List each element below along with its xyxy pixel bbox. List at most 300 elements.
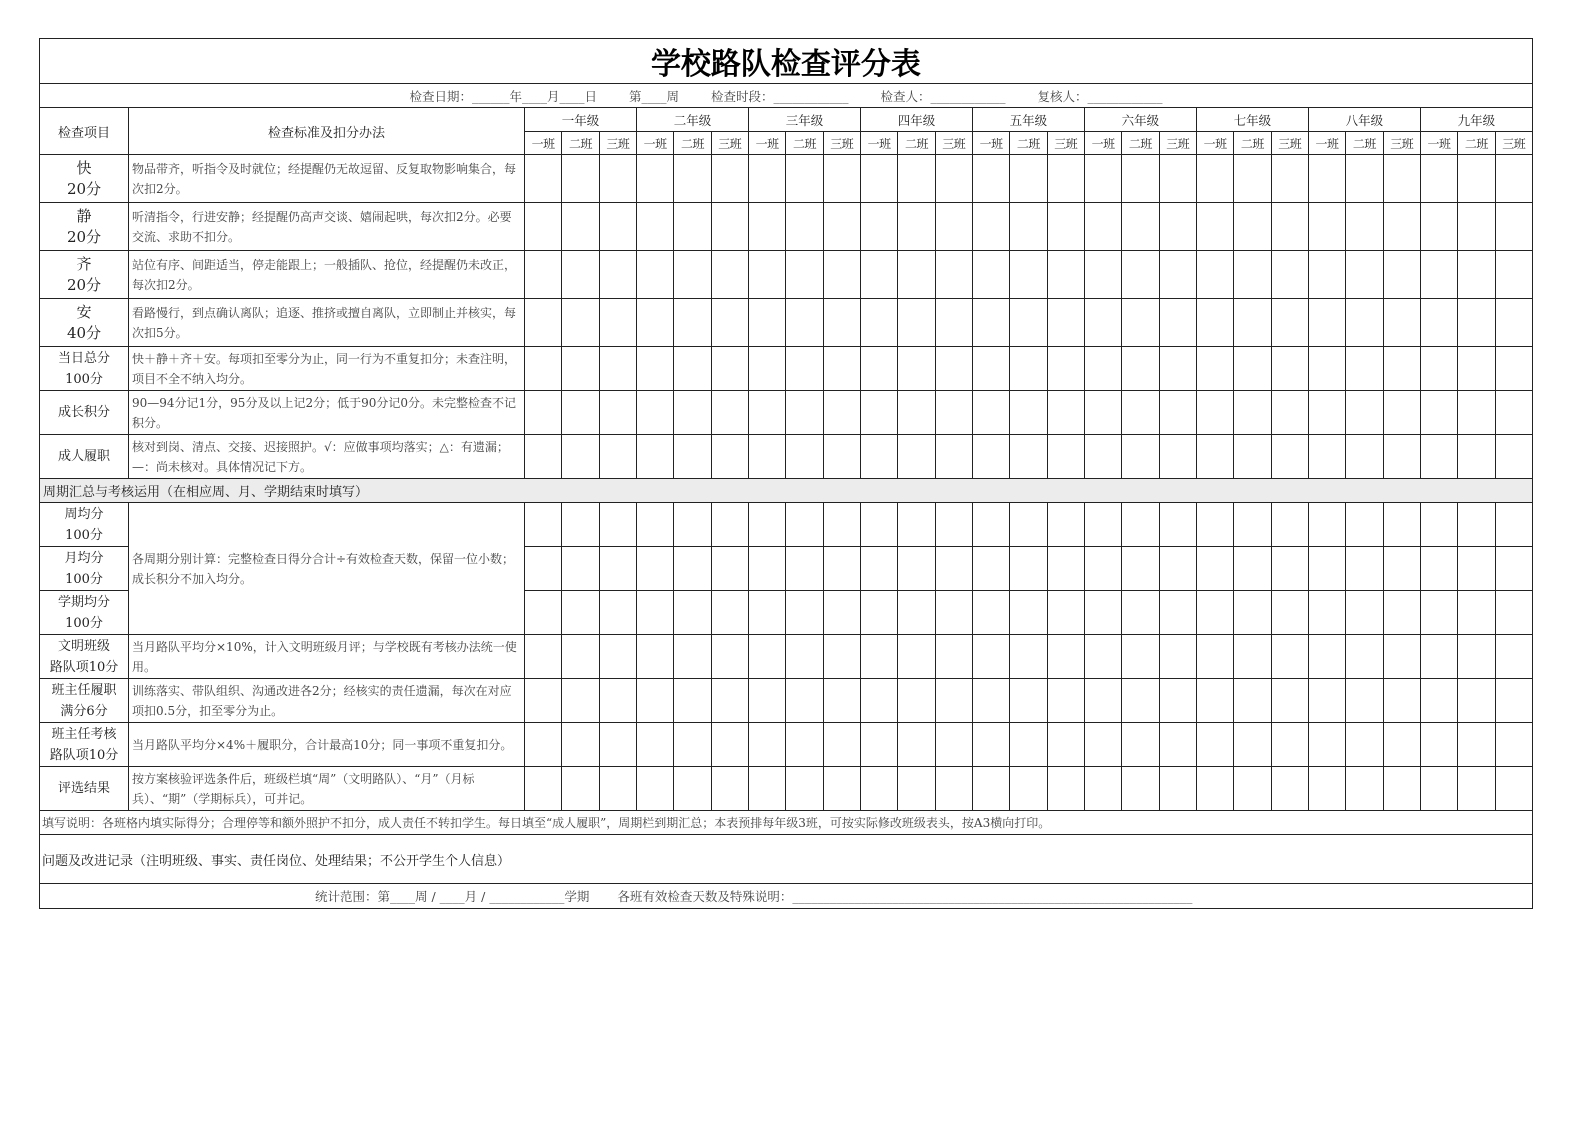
score-cell[interactable] xyxy=(1495,503,1532,547)
score-cell[interactable] xyxy=(1383,503,1420,547)
score-cell[interactable] xyxy=(711,635,748,679)
score-cell[interactable] xyxy=(786,679,823,723)
score-cell[interactable] xyxy=(599,503,636,547)
score-cell[interactable] xyxy=(525,203,562,251)
score-cell[interactable] xyxy=(935,679,972,723)
score-cell[interactable] xyxy=(1010,767,1047,811)
score-cell[interactable] xyxy=(525,767,562,811)
score-cell[interactable] xyxy=(860,299,897,347)
score-cell[interactable] xyxy=(636,767,673,811)
score-cell[interactable] xyxy=(935,251,972,299)
score-cell[interactable] xyxy=(1047,547,1084,591)
score-cell[interactable] xyxy=(599,299,636,347)
score-cell[interactable] xyxy=(823,635,860,679)
score-cell[interactable] xyxy=(1234,723,1271,767)
score-cell[interactable] xyxy=(972,723,1009,767)
score-cell[interactable] xyxy=(1458,679,1495,723)
score-cell[interactable] xyxy=(1047,203,1084,251)
score-cell[interactable] xyxy=(786,299,823,347)
score-cell[interactable] xyxy=(1308,155,1345,203)
score-cell[interactable] xyxy=(1458,547,1495,591)
score-cell[interactable] xyxy=(935,547,972,591)
score-cell[interactable] xyxy=(860,723,897,767)
score-cell[interactable] xyxy=(1308,251,1345,299)
score-cell[interactable] xyxy=(1346,503,1383,547)
score-cell[interactable] xyxy=(674,679,711,723)
score-cell[interactable] xyxy=(1346,391,1383,435)
score-cell[interactable] xyxy=(1159,723,1196,767)
score-cell[interactable] xyxy=(674,547,711,591)
score-cell[interactable] xyxy=(1271,155,1308,203)
score-cell[interactable] xyxy=(898,635,935,679)
score-cell[interactable] xyxy=(1458,347,1495,391)
score-cell[interactable] xyxy=(1420,679,1457,723)
score-cell[interactable] xyxy=(1420,299,1457,347)
score-cell[interactable] xyxy=(823,203,860,251)
score-cell[interactable] xyxy=(674,767,711,811)
score-cell[interactable] xyxy=(1196,503,1233,547)
effective-days-field[interactable]: 各班有效检查天数及特殊说明：________________________________________________________________ xyxy=(617,889,1193,904)
score-cell[interactable] xyxy=(1047,591,1084,635)
score-cell[interactable] xyxy=(1234,679,1271,723)
score-cell[interactable] xyxy=(860,547,897,591)
score-cell[interactable] xyxy=(1196,547,1233,591)
score-cell[interactable] xyxy=(972,503,1009,547)
score-cell[interactable] xyxy=(1122,679,1159,723)
score-cell[interactable] xyxy=(525,435,562,479)
score-cell[interactable] xyxy=(1346,635,1383,679)
score-cell[interactable] xyxy=(1495,723,1532,767)
score-cell[interactable] xyxy=(1346,547,1383,591)
score-cell[interactable] xyxy=(1159,435,1196,479)
score-cell[interactable] xyxy=(525,635,562,679)
score-cell[interactable] xyxy=(1047,767,1084,811)
score-cell[interactable] xyxy=(1084,547,1121,591)
score-cell[interactable] xyxy=(1495,203,1532,251)
score-cell[interactable] xyxy=(599,155,636,203)
score-cell[interactable] xyxy=(1122,503,1159,547)
score-cell[interactable] xyxy=(1159,299,1196,347)
score-cell[interactable] xyxy=(786,547,823,591)
score-cell[interactable] xyxy=(1420,155,1457,203)
score-cell[interactable] xyxy=(1084,767,1121,811)
score-cell[interactable] xyxy=(599,391,636,435)
score-cell[interactable] xyxy=(562,391,599,435)
score-cell[interactable] xyxy=(1010,251,1047,299)
score-cell[interactable] xyxy=(1346,203,1383,251)
score-cell[interactable] xyxy=(674,299,711,347)
score-cell[interactable] xyxy=(1159,591,1196,635)
score-cell[interactable] xyxy=(1271,299,1308,347)
score-cell[interactable] xyxy=(1122,547,1159,591)
score-cell[interactable] xyxy=(1234,203,1271,251)
score-cell[interactable] xyxy=(1383,203,1420,251)
score-cell[interactable] xyxy=(1495,767,1532,811)
score-cell[interactable] xyxy=(935,203,972,251)
score-cell[interactable] xyxy=(1159,391,1196,435)
score-cell[interactable] xyxy=(1159,679,1196,723)
score-cell[interactable] xyxy=(1234,503,1271,547)
score-cell[interactable] xyxy=(860,503,897,547)
score-cell[interactable] xyxy=(1196,299,1233,347)
score-cell[interactable] xyxy=(748,391,785,435)
score-cell[interactable] xyxy=(823,299,860,347)
score-cell[interactable] xyxy=(935,503,972,547)
score-cell[interactable] xyxy=(599,547,636,591)
score-cell[interactable] xyxy=(599,347,636,391)
score-cell[interactable] xyxy=(1383,155,1420,203)
score-cell[interactable] xyxy=(1234,635,1271,679)
score-cell[interactable] xyxy=(1010,635,1047,679)
score-cell[interactable] xyxy=(1346,299,1383,347)
score-cell[interactable] xyxy=(674,155,711,203)
score-cell[interactable] xyxy=(1308,591,1345,635)
score-cell[interactable] xyxy=(860,203,897,251)
score-cell[interactable] xyxy=(1383,767,1420,811)
score-cell[interactable] xyxy=(711,767,748,811)
score-cell[interactable] xyxy=(748,503,785,547)
score-cell[interactable] xyxy=(823,767,860,811)
score-cell[interactable] xyxy=(562,723,599,767)
score-cell[interactable] xyxy=(599,679,636,723)
score-cell[interactable] xyxy=(898,299,935,347)
score-cell[interactable] xyxy=(1084,155,1121,203)
score-cell[interactable] xyxy=(562,591,599,635)
score-cell[interactable] xyxy=(1196,723,1233,767)
score-cell[interactable] xyxy=(1196,155,1233,203)
score-cell[interactable] xyxy=(711,251,748,299)
score-cell[interactable] xyxy=(599,635,636,679)
score-cell[interactable] xyxy=(935,635,972,679)
score-cell[interactable] xyxy=(972,391,1009,435)
score-cell[interactable] xyxy=(1308,679,1345,723)
score-cell[interactable] xyxy=(1420,435,1457,479)
score-cell[interactable] xyxy=(1346,723,1383,767)
score-cell[interactable] xyxy=(898,203,935,251)
score-cell[interactable] xyxy=(1159,251,1196,299)
score-cell[interactable] xyxy=(636,299,673,347)
score-cell[interactable] xyxy=(674,347,711,391)
score-cell[interactable] xyxy=(1234,347,1271,391)
score-cell[interactable] xyxy=(1122,299,1159,347)
score-cell[interactable] xyxy=(562,299,599,347)
score-cell[interactable] xyxy=(1420,591,1457,635)
score-cell[interactable] xyxy=(1047,435,1084,479)
score-cell[interactable] xyxy=(1047,347,1084,391)
score-cell[interactable] xyxy=(562,635,599,679)
score-cell[interactable] xyxy=(860,435,897,479)
score-cell[interactable] xyxy=(636,723,673,767)
score-cell[interactable] xyxy=(1308,391,1345,435)
score-cell[interactable] xyxy=(1308,767,1345,811)
score-cell[interactable] xyxy=(1495,347,1532,391)
score-cell[interactable] xyxy=(1308,635,1345,679)
score-cell[interactable] xyxy=(1047,503,1084,547)
score-cell[interactable] xyxy=(1420,251,1457,299)
score-cell[interactable] xyxy=(1458,155,1495,203)
score-cell[interactable] xyxy=(823,503,860,547)
score-cell[interactable] xyxy=(786,435,823,479)
score-cell[interactable] xyxy=(1084,503,1121,547)
score-cell[interactable] xyxy=(935,347,972,391)
score-cell[interactable] xyxy=(1159,155,1196,203)
score-cell[interactable] xyxy=(1458,635,1495,679)
score-cell[interactable] xyxy=(1308,347,1345,391)
score-cell[interactable] xyxy=(1346,435,1383,479)
score-cell[interactable] xyxy=(636,679,673,723)
score-cell[interactable] xyxy=(1308,547,1345,591)
score-cell[interactable] xyxy=(1122,723,1159,767)
score-cell[interactable] xyxy=(898,391,935,435)
score-cell[interactable] xyxy=(636,635,673,679)
score-cell[interactable] xyxy=(636,391,673,435)
score-cell[interactable] xyxy=(748,435,785,479)
score-cell[interactable] xyxy=(711,435,748,479)
score-cell[interactable] xyxy=(562,347,599,391)
score-cell[interactable] xyxy=(1196,767,1233,811)
score-cell[interactable] xyxy=(972,155,1009,203)
score-cell[interactable] xyxy=(599,591,636,635)
score-cell[interactable] xyxy=(898,767,935,811)
score-cell[interactable] xyxy=(972,203,1009,251)
score-cell[interactable] xyxy=(1420,391,1457,435)
score-cell[interactable] xyxy=(1047,391,1084,435)
score-cell[interactable] xyxy=(562,155,599,203)
score-cell[interactable] xyxy=(1010,391,1047,435)
score-cell[interactable] xyxy=(1383,435,1420,479)
score-cell[interactable] xyxy=(935,591,972,635)
score-cell[interactable] xyxy=(1010,723,1047,767)
score-cell[interactable] xyxy=(1383,251,1420,299)
score-cell[interactable] xyxy=(1383,679,1420,723)
score-cell[interactable] xyxy=(1196,347,1233,391)
score-cell[interactable] xyxy=(1084,391,1121,435)
score-cell[interactable] xyxy=(898,435,935,479)
score-cell[interactable] xyxy=(1234,591,1271,635)
score-cell[interactable] xyxy=(1234,251,1271,299)
score-cell[interactable] xyxy=(636,251,673,299)
score-cell[interactable] xyxy=(1010,503,1047,547)
score-cell[interactable] xyxy=(1234,767,1271,811)
score-cell[interactable] xyxy=(674,503,711,547)
score-cell[interactable] xyxy=(786,767,823,811)
score-cell[interactable] xyxy=(748,723,785,767)
score-cell[interactable] xyxy=(748,203,785,251)
reviewer-field[interactable]: 复核人：____________ xyxy=(1037,88,1163,104)
score-cell[interactable] xyxy=(636,591,673,635)
score-cell[interactable] xyxy=(823,679,860,723)
score-cell[interactable] xyxy=(1159,203,1196,251)
score-cell[interactable] xyxy=(1047,679,1084,723)
statistics-scope-field[interactable]: 统计范围：第____周 / ____月 / ____________学期 xyxy=(315,889,590,904)
score-cell[interactable] xyxy=(636,547,673,591)
score-cell[interactable] xyxy=(1047,251,1084,299)
score-cell[interactable] xyxy=(1383,635,1420,679)
score-cell[interactable] xyxy=(972,251,1009,299)
score-cell[interactable] xyxy=(972,635,1009,679)
score-cell[interactable] xyxy=(1383,347,1420,391)
score-cell[interactable] xyxy=(1084,251,1121,299)
score-cell[interactable] xyxy=(823,591,860,635)
score-cell[interactable] xyxy=(786,203,823,251)
score-cell[interactable] xyxy=(1159,635,1196,679)
score-cell[interactable] xyxy=(1308,203,1345,251)
score-cell[interactable] xyxy=(1420,547,1457,591)
score-cell[interactable] xyxy=(898,547,935,591)
score-cell[interactable] xyxy=(1495,299,1532,347)
score-cell[interactable] xyxy=(1084,723,1121,767)
score-cell[interactable] xyxy=(1234,155,1271,203)
score-cell[interactable] xyxy=(1458,391,1495,435)
score-cell[interactable] xyxy=(562,767,599,811)
score-cell[interactable] xyxy=(674,723,711,767)
inspection-date-field[interactable]: 检查日期：______年____月____日 xyxy=(409,88,597,104)
score-cell[interactable] xyxy=(562,251,599,299)
score-cell[interactable] xyxy=(636,347,673,391)
score-cell[interactable] xyxy=(711,547,748,591)
score-cell[interactable] xyxy=(972,299,1009,347)
score-cell[interactable] xyxy=(1271,391,1308,435)
score-cell[interactable] xyxy=(711,155,748,203)
score-cell[interactable] xyxy=(1010,591,1047,635)
score-cell[interactable] xyxy=(711,591,748,635)
score-cell[interactable] xyxy=(1271,347,1308,391)
score-cell[interactable] xyxy=(636,435,673,479)
score-cell[interactable] xyxy=(898,723,935,767)
score-cell[interactable] xyxy=(674,635,711,679)
week-field[interactable]: 第____周 xyxy=(628,88,679,104)
score-cell[interactable] xyxy=(711,299,748,347)
score-cell[interactable] xyxy=(1122,251,1159,299)
score-cell[interactable] xyxy=(860,391,897,435)
score-cell[interactable] xyxy=(1010,679,1047,723)
score-cell[interactable] xyxy=(748,767,785,811)
score-cell[interactable] xyxy=(1271,251,1308,299)
score-cell[interactable] xyxy=(1010,299,1047,347)
score-cell[interactable] xyxy=(1495,547,1532,591)
score-cell[interactable] xyxy=(898,251,935,299)
score-cell[interactable] xyxy=(786,635,823,679)
score-cell[interactable] xyxy=(935,299,972,347)
score-cell[interactable] xyxy=(748,547,785,591)
score-cell[interactable] xyxy=(674,391,711,435)
score-cell[interactable] xyxy=(1196,251,1233,299)
score-cell[interactable] xyxy=(562,435,599,479)
score-cell[interactable] xyxy=(1271,679,1308,723)
score-cell[interactable] xyxy=(1458,503,1495,547)
score-cell[interactable] xyxy=(1196,591,1233,635)
score-cell[interactable] xyxy=(1047,723,1084,767)
score-cell[interactable] xyxy=(1495,251,1532,299)
score-cell[interactable] xyxy=(1084,347,1121,391)
score-cell[interactable] xyxy=(1234,435,1271,479)
score-cell[interactable] xyxy=(1271,591,1308,635)
score-cell[interactable] xyxy=(898,347,935,391)
issues-record[interactable]: 问题及改进记录（注明班级、事实、责任岗位、处理结果；不公开学生个人信息） xyxy=(40,835,1533,884)
score-cell[interactable] xyxy=(1122,155,1159,203)
score-cell[interactable] xyxy=(972,435,1009,479)
score-cell[interactable] xyxy=(525,503,562,547)
score-cell[interactable] xyxy=(674,203,711,251)
score-cell[interactable] xyxy=(1458,299,1495,347)
score-cell[interactable] xyxy=(1458,203,1495,251)
score-cell[interactable] xyxy=(1271,503,1308,547)
score-cell[interactable] xyxy=(860,155,897,203)
score-cell[interactable] xyxy=(1271,767,1308,811)
score-cell[interactable] xyxy=(1495,679,1532,723)
score-cell[interactable] xyxy=(1458,251,1495,299)
score-cell[interactable] xyxy=(1084,635,1121,679)
score-cell[interactable] xyxy=(525,723,562,767)
score-cell[interactable] xyxy=(1196,203,1233,251)
score-cell[interactable] xyxy=(935,435,972,479)
score-cell[interactable] xyxy=(1308,435,1345,479)
score-cell[interactable] xyxy=(1271,635,1308,679)
score-cell[interactable] xyxy=(823,347,860,391)
score-cell[interactable] xyxy=(860,767,897,811)
score-cell[interactable] xyxy=(898,591,935,635)
score-cell[interactable] xyxy=(1159,347,1196,391)
score-cell[interactable] xyxy=(1308,503,1345,547)
score-cell[interactable] xyxy=(674,591,711,635)
score-cell[interactable] xyxy=(1047,635,1084,679)
score-cell[interactable] xyxy=(1383,391,1420,435)
score-cell[interactable] xyxy=(525,679,562,723)
score-cell[interactable] xyxy=(1010,155,1047,203)
score-cell[interactable] xyxy=(1495,155,1532,203)
score-cell[interactable] xyxy=(1271,547,1308,591)
score-cell[interactable] xyxy=(935,155,972,203)
score-cell[interactable] xyxy=(748,347,785,391)
score-cell[interactable] xyxy=(748,251,785,299)
score-cell[interactable] xyxy=(823,435,860,479)
score-cell[interactable] xyxy=(525,391,562,435)
score-cell[interactable] xyxy=(935,767,972,811)
score-cell[interactable] xyxy=(636,503,673,547)
score-cell[interactable] xyxy=(1271,435,1308,479)
score-cell[interactable] xyxy=(1458,723,1495,767)
score-cell[interactable] xyxy=(711,503,748,547)
score-cell[interactable] xyxy=(786,723,823,767)
score-cell[interactable] xyxy=(1122,391,1159,435)
score-cell[interactable] xyxy=(1196,435,1233,479)
score-cell[interactable] xyxy=(1122,347,1159,391)
score-cell[interactable] xyxy=(1122,435,1159,479)
score-cell[interactable] xyxy=(1420,723,1457,767)
score-cell[interactable] xyxy=(935,723,972,767)
score-cell[interactable] xyxy=(1084,591,1121,635)
score-cell[interactable] xyxy=(562,203,599,251)
score-cell[interactable] xyxy=(636,155,673,203)
score-cell[interactable] xyxy=(1084,203,1121,251)
score-cell[interactable] xyxy=(1346,591,1383,635)
score-cell[interactable] xyxy=(525,591,562,635)
score-cell[interactable] xyxy=(562,547,599,591)
score-cell[interactable] xyxy=(823,391,860,435)
score-cell[interactable] xyxy=(823,723,860,767)
score-cell[interactable] xyxy=(1196,679,1233,723)
score-cell[interactable] xyxy=(1196,391,1233,435)
score-cell[interactable] xyxy=(1495,391,1532,435)
score-cell[interactable] xyxy=(748,299,785,347)
score-cell[interactable] xyxy=(1010,547,1047,591)
score-cell[interactable] xyxy=(748,591,785,635)
score-cell[interactable] xyxy=(1010,203,1047,251)
score-cell[interactable] xyxy=(748,679,785,723)
score-cell[interactable] xyxy=(935,391,972,435)
score-cell[interactable] xyxy=(711,347,748,391)
score-cell[interactable] xyxy=(562,503,599,547)
